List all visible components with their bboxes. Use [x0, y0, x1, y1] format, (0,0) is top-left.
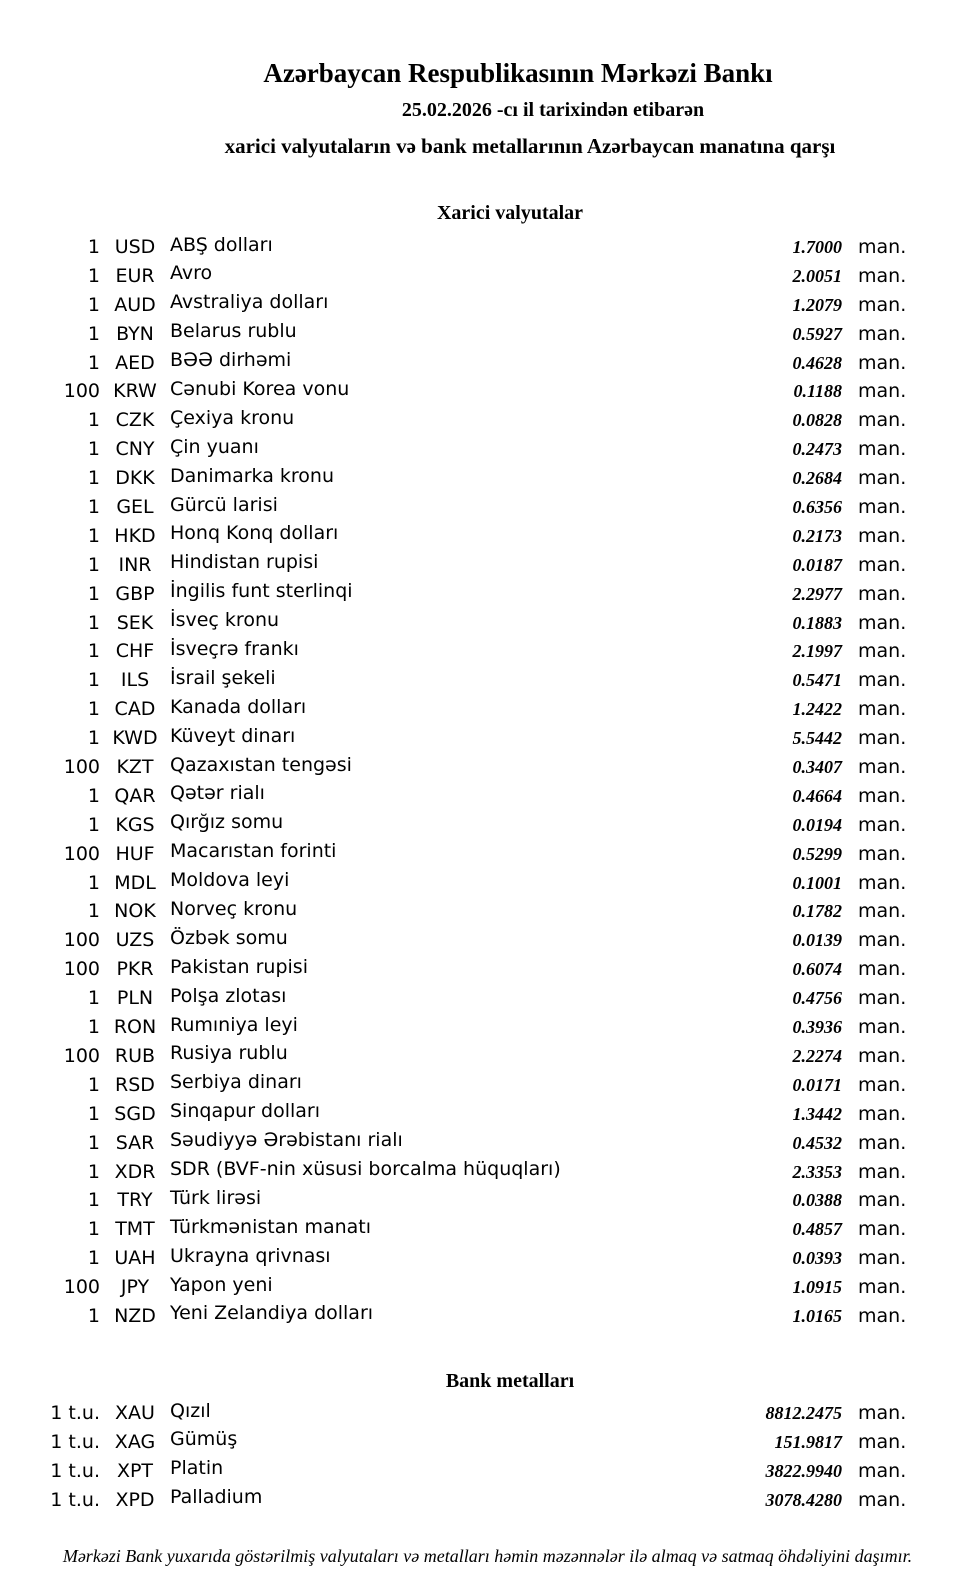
quantity-value: 1 — [87, 582, 100, 605]
currency-name: Platin — [170, 1457, 224, 1480]
currency-name: Rusiya rublu — [170, 1042, 288, 1065]
currency-code: CAD — [114, 698, 156, 721]
rate-value: 0.2173 — [792, 525, 842, 546]
quantity-value: 1 — [87, 409, 100, 432]
rate-row — [0, 869, 910, 898]
rate-row — [0, 782, 910, 811]
currency-code: TMT — [115, 1218, 155, 1241]
rate-value: 0.2684 — [792, 468, 842, 489]
rate-row — [0, 377, 910, 406]
rate-row — [0, 753, 910, 782]
quantity-value: 1 — [87, 236, 100, 258]
metals-section-title: Bank metalları — [445, 1370, 575, 1392]
quantity-value: 1 t.u. — [50, 1430, 100, 1453]
currency-name: Hindistan rupisi — [170, 551, 319, 574]
unit-label: man. — [858, 1102, 907, 1125]
rate-row — [0, 493, 910, 522]
unit-label: man. — [858, 524, 907, 547]
quantity-value: 1 — [87, 669, 100, 692]
rate-row — [0, 1486, 910, 1515]
rate-value: 0.2473 — [792, 439, 842, 460]
rate-row — [0, 1215, 910, 1244]
currency-code: PKR — [116, 958, 154, 981]
quantity-value: 1 — [87, 1160, 100, 1183]
currency-name: Rumıniya leyi — [170, 1013, 298, 1036]
rate-row — [0, 1273, 910, 1302]
rate-value: 3822.9940 — [765, 1460, 842, 1481]
currency-code: AED — [115, 351, 155, 374]
rate-row — [0, 1129, 910, 1158]
rate-value: 0.3407 — [792, 757, 842, 778]
rate-row — [0, 435, 910, 464]
currencies-table — [0, 233, 910, 1331]
rate-row — [0, 1428, 910, 1457]
quantity-value: 1 — [87, 264, 100, 287]
quantity-value: 1 t.u. — [50, 1488, 100, 1511]
rate-row — [0, 1302, 910, 1331]
unit-label: man. — [858, 467, 907, 490]
currency-code: XPT — [116, 1459, 154, 1482]
currency-code: MDL — [114, 871, 156, 894]
rate-row — [0, 897, 910, 926]
quantity-value: 1 — [87, 467, 100, 490]
unit-label: man. — [858, 929, 907, 952]
currency-name: Moldova leyi — [170, 869, 290, 892]
unit-label: man. — [858, 1402, 907, 1424]
currency-name: İsveç kronu — [170, 609, 280, 632]
quantity-value: 1 — [87, 1218, 100, 1241]
unit-label: man. — [858, 1459, 907, 1482]
currency-name: Avstraliya dolları — [170, 291, 329, 314]
rate-row — [0, 666, 910, 695]
currency-name: Avro — [170, 262, 213, 285]
rate-row — [0, 724, 910, 753]
quantity-value: 1 — [87, 698, 100, 721]
unit-label: man. — [858, 813, 907, 836]
quantity-value: 1 — [87, 784, 100, 807]
rate-value: 0.4664 — [792, 785, 842, 806]
quantity-value: 1 — [87, 524, 100, 547]
page-title: Azərbaycan Respublikasının Mərkəzi Bankı — [263, 58, 773, 88]
currency-code: GEL — [116, 496, 154, 519]
unit-label: man. — [858, 1430, 907, 1453]
currency-name: Palladium — [170, 1486, 263, 1509]
unit-label: man. — [858, 1016, 907, 1039]
currency-name: İsrail şekeli — [170, 666, 276, 689]
currency-name: Yeni Zelandiya dolları — [170, 1302, 374, 1325]
rate-value: 0.4857 — [792, 1219, 842, 1240]
rate-row — [0, 695, 910, 724]
rate-value: 0.0388 — [792, 1190, 842, 1211]
currency-name: Türk lirəsi — [170, 1186, 262, 1209]
currency-code: KRW — [113, 380, 157, 403]
currency-name: SDR (BVF-nin xüsusi borcalma hüquqları) — [170, 1158, 561, 1180]
unit-label: man. — [858, 409, 907, 432]
quantity-value: 1 — [87, 987, 100, 1010]
currency-code: KWD — [112, 727, 158, 750]
unit-label: man. — [858, 351, 907, 374]
quantity-value: 1 — [87, 553, 100, 576]
rate-value: 0.1188 — [793, 381, 842, 402]
currency-code: SGD — [114, 1102, 156, 1125]
unit-label: man. — [858, 553, 907, 576]
rate-value: 0.6356 — [792, 497, 842, 518]
quantity-value: 100 — [63, 756, 100, 779]
quantity-value: 1 t.u. — [50, 1459, 100, 1482]
currency-name: Macarıstan forinti — [170, 840, 337, 863]
rate-row — [0, 984, 910, 1013]
rate-value: 0.0194 — [792, 814, 842, 835]
currency-name: BƏƏ dirhəmi — [170, 349, 292, 372]
unit-label: man. — [858, 698, 907, 721]
currencies-section-title: Xarici valyutalar — [436, 202, 584, 224]
unit-label: man. — [858, 1247, 907, 1270]
currency-code: INR — [118, 553, 152, 576]
rate-row — [0, 609, 910, 638]
rate-row — [0, 1457, 910, 1486]
currency-code: RSD — [115, 1073, 155, 1096]
currency-code: XAG — [114, 1430, 156, 1453]
currency-code: QAR — [114, 784, 156, 807]
quantity-value: 1 — [87, 1102, 100, 1125]
unit-label: man. — [858, 958, 907, 981]
quantity-value: 1 — [87, 640, 100, 663]
unit-label: man. — [858, 322, 907, 345]
rate-value: 2.0051 — [792, 265, 842, 286]
currency-name: Honq Konq dolları — [170, 522, 339, 545]
currency-code: CNY — [115, 438, 155, 461]
currency-code: BYN — [116, 322, 154, 345]
quantity-value: 1 — [87, 1304, 100, 1327]
quantity-value: 1 — [87, 1073, 100, 1096]
rate-row — [0, 840, 910, 869]
unit-label: man. — [858, 669, 907, 692]
rate-row — [0, 1071, 910, 1100]
currency-code: ILS — [120, 669, 150, 692]
currency-name: Polşa zlotası — [170, 984, 287, 1007]
quantity-value: 1 — [87, 322, 100, 345]
unit-label: man. — [858, 496, 907, 519]
currency-name: İsveçrə frankı — [170, 637, 299, 660]
currency-code: SEK — [116, 611, 154, 634]
currency-name: Cənubi Korea vonu — [170, 377, 350, 400]
currency-name: Serbiya dinarı — [170, 1071, 302, 1094]
unit-label: man. — [858, 438, 907, 461]
currency-code: JPY — [120, 1276, 150, 1299]
rate-value: 1.0915 — [792, 1277, 842, 1298]
rate-row — [0, 580, 910, 609]
currency-code: CZK — [115, 409, 155, 432]
rate-value: 0.0187 — [792, 554, 842, 575]
rate-row — [0, 262, 910, 291]
rate-value: 0.5927 — [792, 323, 842, 344]
rate-value: 5.5442 — [792, 728, 842, 749]
rate-value: 0.0393 — [792, 1248, 842, 1269]
disclaimer-note: Mərkəzi Bank yuxarıda göstərilmiş valyutaları və metalları həmin məzənnələr ilə almaq və satmaq öhdəliyini daşımır. — [62, 1546, 913, 1566]
currency-name: Gümüş — [170, 1428, 238, 1451]
currency-name: İngilis funt sterlinqi — [170, 580, 353, 603]
quantity-value: 1 — [87, 900, 100, 923]
currency-name: Səudiyyə Ərəbistanı rialı — [170, 1129, 403, 1152]
currency-name: Çexiya kronu — [170, 406, 295, 429]
rate-value: 0.4756 — [792, 988, 842, 1009]
rate-value: 151.9817 — [774, 1431, 842, 1452]
rate-row — [0, 955, 910, 984]
rate-value: 0.1782 — [792, 901, 842, 922]
currency-name: Ukrayna qrivnası — [170, 1244, 331, 1267]
currency-name: Yapon yeni — [170, 1273, 273, 1296]
currency-code: PLN — [116, 987, 154, 1010]
currency-name: Qızıl — [170, 1399, 211, 1422]
rate-value: 0.4532 — [792, 1132, 842, 1153]
page-subtitle: xarici valyutaların və bank metallarının Azərbaycan manatına qarşı — [224, 134, 836, 158]
rate-value: 1.3442 — [792, 1103, 842, 1124]
currency-code: AUD — [114, 293, 156, 316]
rate-row — [0, 406, 910, 435]
currency-name: Qətər rialı — [170, 782, 265, 805]
currency-name: Qırğız somu — [170, 811, 284, 834]
rate-row — [0, 349, 910, 378]
currency-code: HKD — [114, 524, 156, 547]
rate-row — [0, 1186, 910, 1215]
rate-value: 1.0165 — [792, 1305, 842, 1326]
rate-value: 0.1883 — [792, 612, 842, 633]
effective-date: 25.02.2026 -cı il tarixindən etibarən — [401, 99, 705, 121]
unit-label: man. — [858, 1276, 907, 1299]
currency-name: Gürcü larisi — [170, 493, 278, 516]
quantity-value: 100 — [63, 958, 100, 981]
currency-name: ABŞ dolları — [170, 233, 273, 256]
rate-value: 3078.4280 — [765, 1489, 842, 1510]
metals-table — [0, 1399, 910, 1515]
currency-code: EUR — [115, 264, 155, 287]
quantity-value: 1 — [87, 1247, 100, 1270]
currency-code: KGS — [115, 813, 155, 836]
unit-label: man. — [858, 1160, 907, 1183]
unit-label: man. — [858, 900, 907, 923]
unit-label: man. — [858, 871, 907, 894]
quantity-value: 100 — [63, 380, 100, 403]
rate-value: 0.1001 — [792, 872, 842, 893]
rate-row — [0, 1399, 910, 1428]
currency-code: UZS — [115, 929, 155, 952]
quantity-value: 1 t.u. — [50, 1402, 100, 1424]
rate-value: 0.5299 — [792, 843, 842, 864]
rate-row — [0, 1042, 910, 1071]
rate-row — [0, 637, 910, 666]
rate-value: 2.3353 — [792, 1161, 842, 1182]
rate-row — [0, 320, 910, 349]
currency-code: GBP — [115, 582, 155, 605]
currency-code: XAU — [115, 1402, 155, 1424]
unit-label: man. — [858, 582, 907, 605]
rate-value: 2.2977 — [792, 583, 842, 604]
unit-label: man. — [858, 1073, 907, 1096]
currency-name: Sinqapur dolları — [170, 1100, 321, 1123]
rate-value: 0.0171 — [792, 1074, 842, 1095]
currency-name: Küveyt dinarı — [170, 724, 296, 747]
unit-label: man. — [858, 784, 907, 807]
unit-label: man. — [858, 756, 907, 779]
rate-row — [0, 522, 910, 551]
currency-name: Pakistan rupisi — [170, 955, 308, 978]
rate-value: 1.7000 — [792, 237, 842, 257]
unit-label: man. — [858, 1218, 907, 1241]
rate-value: 2.1997 — [792, 641, 842, 662]
currency-code: NZD — [114, 1304, 156, 1327]
currency-code: TRY — [117, 1189, 153, 1212]
currency-code: RUB — [114, 1044, 156, 1067]
currency-code: UAH — [114, 1247, 156, 1270]
unit-label: man. — [858, 611, 907, 634]
currency-code: XDR — [114, 1160, 156, 1183]
quantity-value: 1 — [87, 496, 100, 519]
rate-value: 2.2274 — [792, 1045, 842, 1066]
currency-code: USD — [114, 236, 156, 258]
quantity-value: 1 — [87, 351, 100, 374]
rate-row — [0, 811, 910, 840]
quantity-value: 100 — [63, 929, 100, 952]
quantity-value: 1 — [87, 611, 100, 634]
quantity-value: 1 — [87, 1131, 100, 1154]
unit-label: man. — [858, 236, 907, 258]
quantity-value: 100 — [63, 842, 100, 865]
rate-row — [0, 1158, 910, 1187]
currency-name: Özbək somu — [170, 926, 288, 949]
rate-value: 8812.2475 — [765, 1403, 842, 1423]
rate-row — [0, 1100, 910, 1129]
rate-value: 0.6074 — [792, 959, 842, 980]
quantity-value: 1 — [87, 293, 100, 316]
unit-label: man. — [858, 293, 907, 316]
currency-code: SAR — [115, 1131, 155, 1154]
quantity-value: 1 — [87, 438, 100, 461]
unit-label: man. — [858, 380, 907, 403]
currency-code: RON — [113, 1016, 157, 1039]
quantity-value: 1 — [87, 813, 100, 836]
unit-label: man. — [858, 1304, 907, 1327]
quantity-value: 100 — [63, 1276, 100, 1299]
quantity-value: 1 — [87, 871, 100, 894]
currency-name: Kanada dolları — [170, 695, 307, 718]
unit-label: man. — [858, 1131, 907, 1154]
currency-name: Türkmənistan manatı — [170, 1215, 372, 1238]
rate-value: 0.5471 — [792, 670, 842, 691]
rate-value: 0.0828 — [792, 410, 842, 431]
currency-name: Belarus rublu — [170, 320, 297, 343]
unit-label: man. — [858, 1044, 907, 1067]
rate-value: 1.2422 — [792, 699, 842, 720]
quantity-value: 1 — [87, 1016, 100, 1039]
currency-name: Çin yuanı — [170, 435, 259, 458]
unit-label: man. — [858, 987, 907, 1010]
unit-label: man. — [858, 640, 907, 663]
quantity-value: 1 — [87, 1189, 100, 1212]
unit-label: man. — [858, 842, 907, 865]
currency-code: XPD — [115, 1488, 155, 1511]
currency-name: Danimarka kronu — [170, 464, 335, 487]
rate-row — [0, 233, 910, 262]
rate-row — [0, 291, 910, 320]
currency-code: DKK — [115, 467, 155, 490]
currency-name: Qazaxıstan tengəsi — [170, 753, 352, 776]
unit-label: man. — [858, 727, 907, 750]
rate-value: 0.4628 — [792, 352, 842, 373]
currency-code: KZT — [116, 756, 154, 779]
currency-code: NOK — [114, 900, 156, 923]
rate-row — [0, 1013, 910, 1042]
rate-value: 1.2079 — [792, 294, 842, 315]
rate-row — [0, 464, 910, 493]
rate-row — [0, 551, 910, 580]
rate-value: 0.0139 — [792, 930, 842, 951]
currency-code: HUF — [115, 842, 155, 865]
currency-code: CHF — [115, 640, 155, 663]
quantity-value: 1 — [87, 727, 100, 750]
quantity-value: 100 — [63, 1044, 100, 1067]
rate-row — [0, 1244, 910, 1273]
unit-label: man. — [858, 264, 907, 287]
unit-label: man. — [858, 1488, 907, 1511]
rate-value: 0.3936 — [792, 1017, 842, 1038]
unit-label: man. — [858, 1189, 907, 1212]
rate-row — [0, 926, 910, 955]
currency-name: Norveç kronu — [170, 897, 298, 920]
